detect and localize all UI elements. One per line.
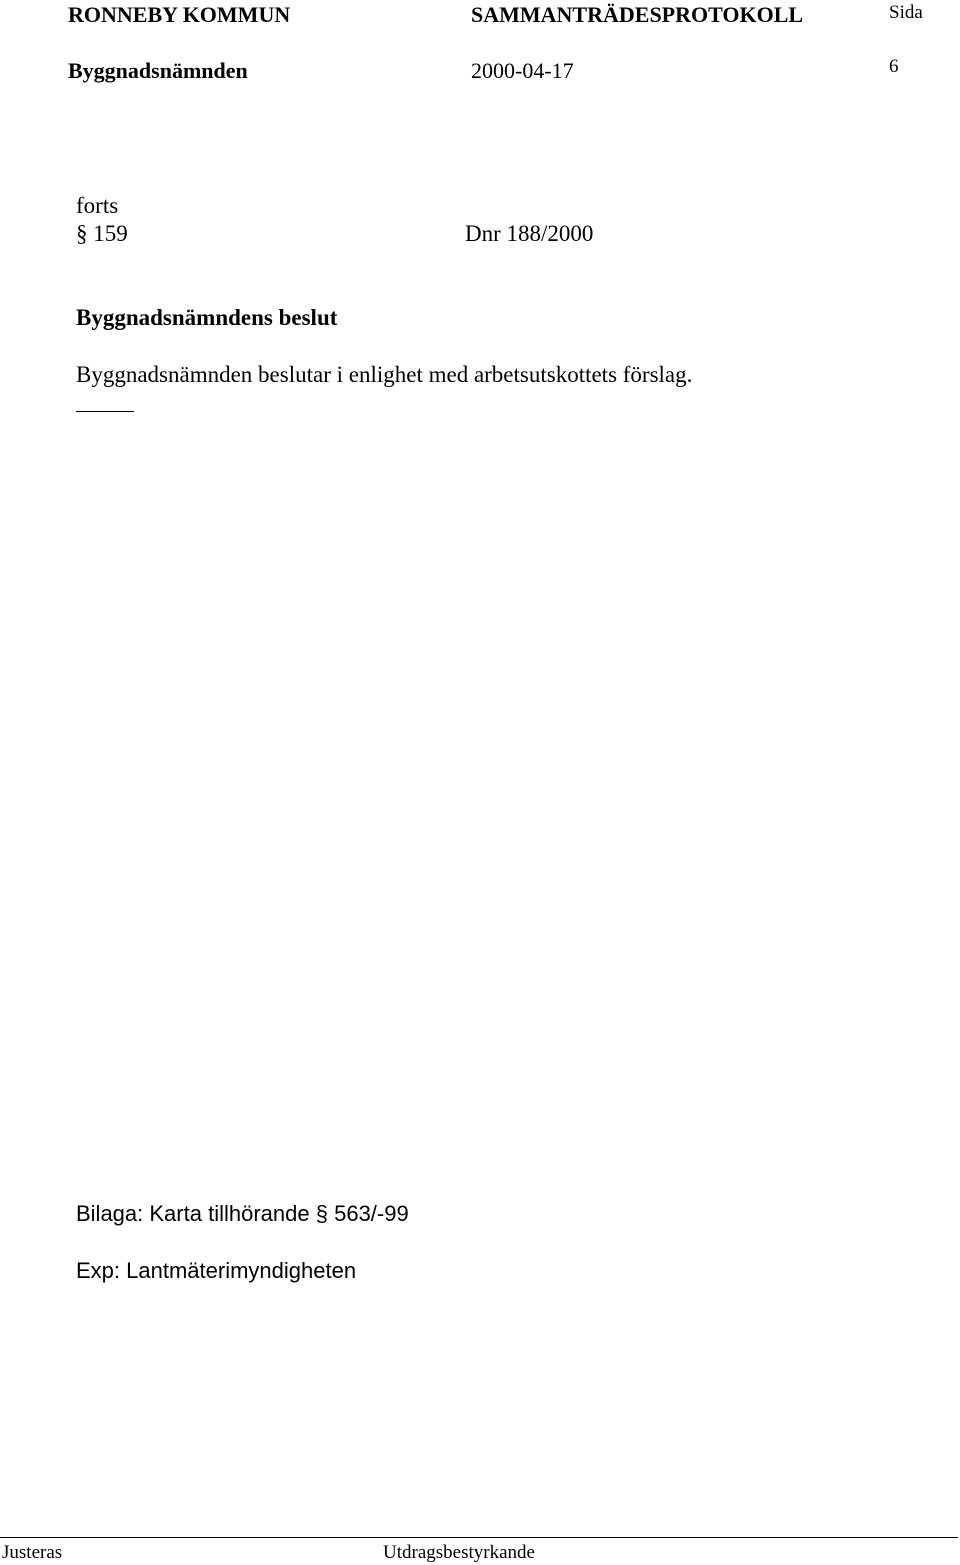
- paragraph-ref: [76, 220, 128, 248]
- attachment-line: [76, 1200, 409, 1228]
- page-number: 6: [889, 56, 899, 77]
- footer-justeras: Justeras: [2, 1542, 63, 1563]
- committee-name: Byggnadsnämnden: [68, 58, 248, 83]
- meeting-date: 2000-04-17: [471, 58, 574, 83]
- decision-heading: Byggnadsnämndens beslut: [76, 305, 338, 330]
- municipality-name: RONNEBY KOMMUN: [68, 2, 291, 27]
- attachment-prefix: Bilaga: Karta tillhörande: [76, 1201, 310, 1226]
- attachment-paragraph-sign: §: [315, 1201, 328, 1226]
- protocol-title: SAMMANTRÄDESPROTOKOLL: [471, 2, 804, 27]
- footer-utdragsbestyrkande: Utdragsbestyrkande: [383, 1542, 535, 1563]
- paragraph-sign: §: [76, 221, 88, 246]
- expedition-line: Exp: Lantmäterimyndigheten: [76, 1258, 357, 1283]
- footer-rule: [0, 1537, 958, 1538]
- attachment-reference: 563/-99: [334, 1201, 409, 1226]
- case-number: Dnr 188/2000: [465, 221, 594, 246]
- end-of-section-rule: [76, 411, 134, 412]
- paragraph-number: 159: [93, 221, 128, 246]
- decision-text: Byggnadsnämnden beslutar i enlighet med arbetsutskottets förslag.: [76, 362, 693, 387]
- continued-label: forts: [76, 193, 119, 218]
- page-label: Sida: [889, 2, 923, 23]
